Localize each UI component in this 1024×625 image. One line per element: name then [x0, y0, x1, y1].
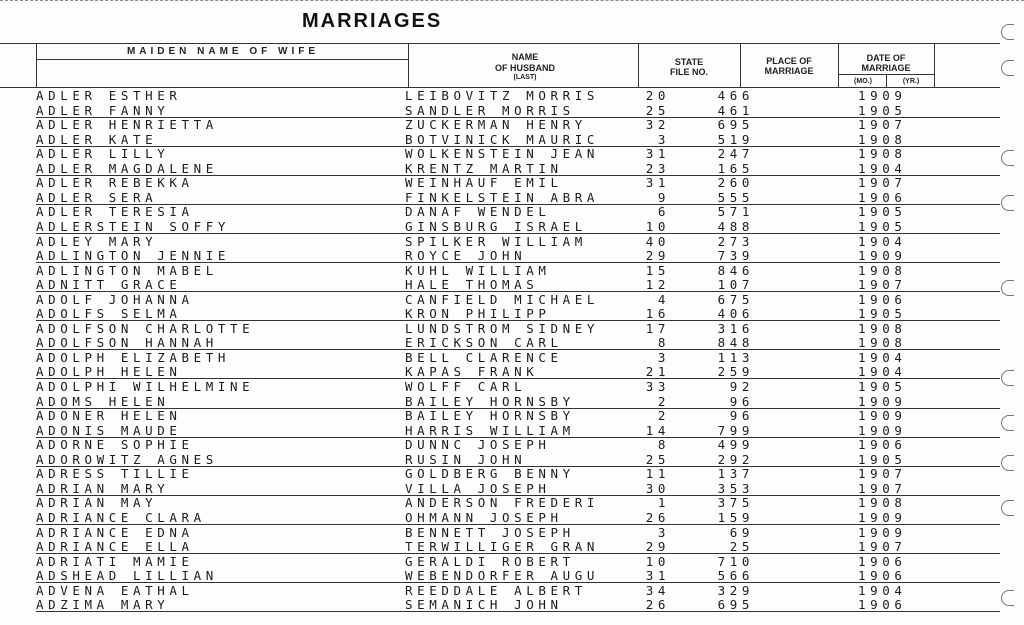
husband-name: SPILKER WILLIAM [405, 233, 587, 249]
state-file-prefix: 23 [645, 160, 670, 176]
state-file-number: 92 [729, 379, 754, 394]
punch-hole [1001, 280, 1014, 296]
col-divider-date [886, 74, 887, 87]
state-file-prefix: 20 [645, 88, 670, 103]
state-file-number: 96 [729, 393, 754, 409]
state-file-number: 375 [717, 495, 754, 511]
marriage-year: 1905 [858, 306, 907, 322]
wife-name: ADLER ESTHER [36, 88, 182, 103]
row-pair-rule [36, 611, 1000, 612]
wife-name: ADLER KATE [36, 131, 158, 147]
marriage-year: 1906 [858, 568, 907, 584]
marriage-year: 1908 [858, 335, 907, 351]
marriage-year: 1904 [858, 160, 907, 176]
col-divider-4 [740, 43, 741, 87]
wife-name: ADLER LILLY [36, 146, 170, 162]
wife-name: ADONIS MAUDE [36, 422, 182, 438]
state-file-number: 461 [717, 102, 754, 118]
wife-name: ADSHEAD LILLIAN [36, 568, 218, 584]
punch-hole [1001, 500, 1014, 516]
col-divider-3 [638, 43, 639, 87]
state-file-number: 137 [717, 466, 754, 482]
wife-name: ADOROWITZ AGNES [36, 451, 218, 467]
husband-name: DANAF WENDEL [405, 204, 551, 220]
state-file-prefix: 3 [657, 349, 670, 365]
marriage-year: 1905 [858, 451, 907, 467]
husband-name: SANDLER MORRIS [405, 102, 575, 118]
wife-name: ADLER TERESIA [36, 204, 194, 220]
husband-name: KRON PHILIPP [405, 306, 551, 322]
wife-name: ADVENA EATHAL [36, 582, 194, 598]
header-husband-line3: (LAST) [513, 74, 537, 81]
wife-name: ADOLF JOHANNA [36, 291, 194, 307]
husband-name: ERICKSON CARL [405, 335, 563, 351]
wife-name: ADOLPHI WILHELMINE [36, 379, 255, 394]
state-file-prefix: 26 [645, 597, 670, 613]
state-file-prefix: 6 [657, 204, 670, 220]
state-file-prefix: 14 [645, 422, 670, 438]
state-file-prefix: 10 [645, 218, 670, 234]
husband-name: WOLKENSTEIN JEAN [405, 146, 600, 162]
wife-name: ADRESS TILLIE [36, 466, 194, 482]
state-file-prefix: 12 [645, 277, 670, 293]
husband-name: OHMANN JOSEPH [405, 509, 563, 525]
wife-name: ADOLPH ELIZABETH [36, 349, 231, 365]
wife-name: ADLERSTEIN SOFFY [36, 218, 231, 234]
state-file-prefix: 29 [645, 539, 670, 555]
husband-name: ZUCKERMAN HENRY [405, 117, 587, 133]
husband-name: VILLA JOSEPH [405, 480, 551, 496]
husband-name: BAILEY HORNSBY [405, 393, 575, 409]
marriage-year: 1907 [858, 539, 907, 555]
state-file-prefix: 8 [657, 437, 670, 453]
husband-name: WEBENDORFER AUGU [405, 568, 600, 584]
state-file-number: 846 [717, 262, 754, 278]
marriage-year: 1905 [858, 218, 907, 234]
state-file-prefix: 17 [645, 320, 670, 336]
state-file-number: 107 [717, 277, 754, 293]
marriage-year: 1904 [858, 233, 907, 249]
husband-name: FINKELSTEIN ABRA [405, 189, 600, 205]
punch-hole [1001, 60, 1014, 76]
husband-name: HALE THOMAS [405, 277, 539, 293]
wife-name: ADLINGTON JENNIE [36, 248, 231, 264]
husband-name: SEMANICH JOHN [405, 597, 563, 613]
state-file-number: 799 [717, 422, 754, 438]
header-husband-line2: OF HUSBAND [495, 63, 555, 73]
state-file-number: 69 [729, 524, 754, 540]
wife-name: ADLEY MARY [36, 233, 158, 249]
state-file-prefix: 2 [657, 408, 670, 424]
wife-name: ADRIATI MAMIE [36, 553, 194, 569]
wife-name: ADOLPH HELEN [36, 364, 182, 380]
husband-name: LEIBOVITZ MORRIS [405, 88, 600, 103]
col-divider-6 [934, 43, 935, 87]
marriage-year: 1908 [858, 146, 907, 162]
wife-name: ADRIANCE ELLA [36, 539, 194, 555]
husband-name: ROYCE JOHN [405, 248, 527, 264]
marriage-year: 1909 [858, 509, 907, 525]
state-file-prefix: 1 [657, 495, 670, 511]
state-file-number: 329 [717, 582, 754, 598]
punch-hole [1001, 590, 1014, 606]
marriage-year: 1904 [858, 349, 907, 365]
state-file-number: 353 [717, 480, 754, 496]
wife-name: ADRIAN MARY [36, 480, 170, 496]
state-file-prefix: 10 [645, 553, 670, 569]
col-divider-1 [36, 43, 37, 87]
state-file-prefix: 31 [645, 175, 670, 191]
marriage-year: 1909 [858, 248, 907, 264]
wife-name: ADORNE SOPHIE [36, 437, 194, 453]
header-top-rule [0, 43, 1000, 44]
husband-name: BAILEY HORNSBY [405, 408, 575, 424]
marriage-year: 1907 [858, 117, 907, 133]
top-perforation [0, 0, 1024, 3]
wife-name: ADOMS HELEN [36, 393, 170, 409]
marriage-year: 1909 [858, 524, 907, 540]
state-file-prefix: 3 [657, 524, 670, 540]
husband-name: BOTVINICK MAURIC [405, 131, 600, 147]
state-file-prefix: 31 [645, 146, 670, 162]
punch-hole [1001, 24, 1014, 40]
punch-hole [1001, 415, 1014, 431]
state-file-number: 406 [717, 306, 754, 322]
marriage-year: 1907 [858, 466, 907, 482]
header-wife: MAIDEN NAME OF WIFE [126, 46, 320, 57]
husband-name: TERWILLIGER GRAN [405, 539, 600, 555]
husband-name: GERALDI ROBERT [405, 553, 575, 569]
wife-name: ADLER MAGDALENE [36, 160, 218, 176]
wife-name: ADLINGTON MABEL [36, 262, 218, 278]
state-file-prefix: 25 [645, 102, 670, 118]
marriage-year: 1909 [858, 422, 907, 438]
state-file-number: 259 [717, 364, 754, 380]
wife-name: ADOLFSON HANNAH [36, 335, 218, 351]
marriage-year: 1906 [858, 553, 907, 569]
state-file-prefix: 34 [645, 582, 670, 598]
state-file-number: 165 [717, 160, 754, 176]
husband-name: REEDDALE ALBERT [405, 582, 587, 598]
state-file-number: 710 [717, 553, 754, 569]
state-file-number: 675 [717, 291, 754, 307]
wife-name: ADRIAN MAY [36, 495, 158, 511]
wife-name: ADLER SERA [36, 189, 158, 205]
marriage-year: 1906 [858, 437, 907, 453]
state-file-prefix: 30 [645, 480, 670, 496]
marriage-year: 1909 [858, 408, 907, 424]
header-husband-line1: NAME [511, 52, 539, 62]
state-file-number: 571 [717, 204, 754, 220]
col-divider-2 [408, 43, 409, 87]
marriage-year: 1908 [858, 320, 907, 336]
marriage-year: 1908 [858, 262, 907, 278]
wife-name: ADLER HENRIETTA [36, 117, 218, 133]
state-file-prefix: 25 [645, 451, 670, 467]
marriage-year: 1904 [858, 364, 907, 380]
state-file-number: 739 [717, 248, 754, 264]
state-file-number: 247 [717, 146, 754, 162]
state-file-prefix: 26 [645, 509, 670, 525]
page-title: MARRIAGES [302, 10, 443, 32]
state-file-number: 316 [717, 320, 754, 336]
wife-name: ADLER REBEKKA [36, 175, 194, 191]
marriage-year: 1907 [858, 277, 907, 293]
husband-name: GOLDBERG BENNY [405, 466, 575, 482]
state-file-prefix: 21 [645, 364, 670, 380]
state-file-prefix: 15 [645, 262, 670, 278]
header-state-line1: STATE [674, 57, 704, 67]
state-file-number: 555 [717, 189, 754, 205]
header-date-yr: (YR.) [902, 78, 920, 85]
col-divider-5 [838, 43, 839, 87]
state-file-number: 566 [717, 568, 754, 584]
husband-name: KAPAS FRANK [405, 364, 539, 380]
husband-name: CANFIELD MICHAEL [405, 291, 600, 307]
marriage-year: 1906 [858, 189, 907, 205]
state-file-number: 96 [729, 408, 754, 424]
husband-name: ANDERSON FREDERI [405, 495, 600, 511]
state-file-number: 695 [717, 597, 754, 613]
punch-hole [1001, 370, 1014, 386]
state-file-prefix: 2 [657, 393, 670, 409]
husband-name: DUNNC JOSEPH [405, 437, 551, 453]
husband-name: KUHL WILLIAM [405, 262, 551, 278]
wife-name: ADONER HELEN [36, 408, 182, 424]
marriage-year: 1905 [858, 204, 907, 220]
punch-hole [1001, 195, 1014, 211]
state-file-number: 159 [717, 509, 754, 525]
punch-hole [1001, 150, 1014, 166]
header-state-line2: FILE NO. [670, 67, 708, 77]
marriage-year: 1908 [858, 131, 907, 147]
marriage-year: 1907 [858, 480, 907, 496]
husband-name: HARRIS WILLIAM [405, 422, 575, 438]
state-file-number: 260 [717, 175, 754, 191]
wife-name: ADOLFS SELMA [36, 306, 182, 322]
marriage-year: 1905 [858, 379, 907, 394]
wife-name: ADOLFSON CHARLOTTE [36, 320, 255, 336]
wife-name: ADLER FANNY [36, 102, 170, 118]
marriage-year: 1906 [858, 597, 907, 613]
husband-name: BENNETT JOSEPH [405, 524, 575, 540]
state-file-prefix: 4 [657, 291, 670, 307]
state-file-number: 25 [729, 539, 754, 555]
state-file-number: 113 [717, 349, 754, 365]
marriage-year: 1908 [858, 495, 907, 511]
husband-name: WOLFF CARL [405, 379, 527, 394]
marriage-year: 1906 [858, 291, 907, 307]
state-file-number: 466 [717, 88, 754, 103]
header-date-line2: MARRIAGE [861, 63, 911, 73]
state-file-number: 488 [717, 218, 754, 234]
header-wife-rule [36, 59, 408, 60]
state-file-number: 695 [717, 117, 754, 133]
wife-name: ADZIMA MARY [36, 597, 170, 613]
state-file-prefix: 16 [645, 306, 670, 322]
state-file-prefix: 31 [645, 568, 670, 584]
husband-name: WEINHAUF EMIL [405, 175, 563, 191]
wife-name: ADRIANCE EDNA [36, 524, 194, 540]
punch-hole [1001, 455, 1014, 471]
header-date-mo: (MO.) [854, 78, 872, 85]
husband-name: BELL CLARENCE [405, 349, 563, 365]
marriage-year: 1905 [858, 102, 907, 118]
marriage-year: 1904 [858, 582, 907, 598]
state-file-number: 292 [717, 451, 754, 467]
header-date-line1: DATE OF [866, 53, 906, 63]
state-file-number: 519 [717, 131, 754, 147]
state-file-number: 499 [717, 437, 754, 453]
state-file-prefix: 32 [645, 117, 670, 133]
state-file-prefix: 11 [645, 466, 670, 482]
husband-name: GINSBURG ISRAEL [405, 218, 587, 234]
state-file-prefix: 40 [645, 233, 670, 249]
state-file-prefix: 3 [657, 131, 670, 147]
marriage-year: 1907 [858, 175, 907, 191]
wife-name: ADRIANCE CLARA [36, 509, 206, 525]
wife-name: ADNITT GRACE [36, 277, 182, 293]
husband-name: LUNDSTROM SIDNEY [405, 320, 600, 336]
husband-name: RUSIN JOHN [405, 451, 527, 467]
state-file-number: 273 [717, 233, 754, 249]
state-file-prefix: 33 [645, 379, 670, 394]
state-file-prefix: 8 [657, 335, 670, 351]
husband-name: KRENTZ MARTIN [405, 160, 563, 176]
marriage-year: 1909 [858, 393, 907, 409]
state-file-number: 848 [717, 335, 754, 351]
state-file-prefix: 29 [645, 248, 670, 264]
header-place-line1: PLACE OF [766, 56, 812, 66]
marriage-year: 1909 [858, 88, 907, 103]
header-place-line2: MARRIAGE [764, 66, 814, 76]
state-file-prefix: 9 [657, 189, 670, 205]
